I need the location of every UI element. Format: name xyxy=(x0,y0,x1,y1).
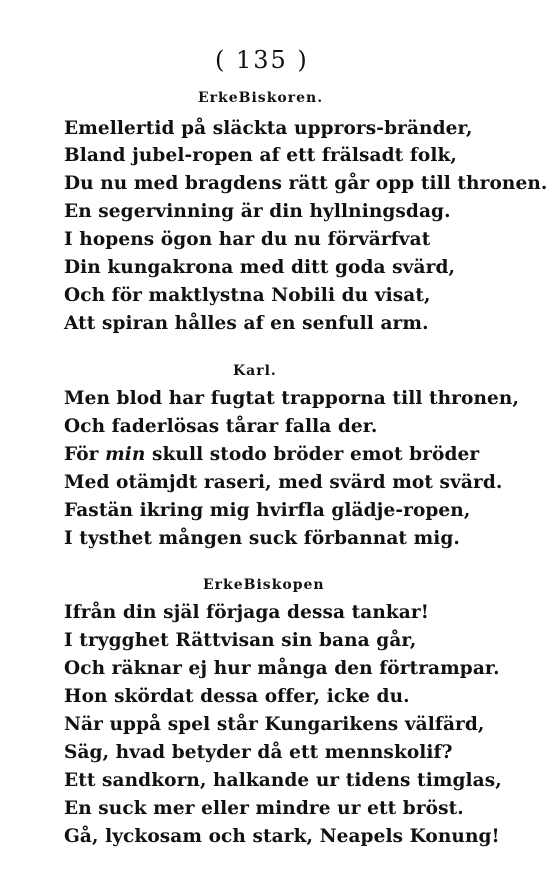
verse-line: Med otämjdt raseri, med svärd mot svärd. xyxy=(64,472,503,493)
speaker-name: ErkeBiskoren. xyxy=(198,90,324,106)
verse-line xyxy=(64,444,479,465)
verse-line: En segervinning är din hyllningsdag. xyxy=(64,201,451,222)
speaker-name: Karl. xyxy=(233,363,277,379)
verse-line: Bland jubel-ropen af ett frälsadt folk, xyxy=(64,145,457,166)
verse-text: skull stodo bröder emot bröder xyxy=(145,444,480,465)
verse-line: Och räknar ej hur många den förtrampar. xyxy=(64,658,500,679)
verse-line: Hon skördat dessa offer, icke du. xyxy=(64,686,410,707)
verse-line: Du nu med bragdens rätt går opp till thronen. xyxy=(64,173,548,194)
verse-line: Och för maktlystna Nobili du visat, xyxy=(64,285,431,306)
verse-line: I tysthet mången suck förbannat mig. xyxy=(64,528,460,549)
speaker-name: ErkeBiskopen xyxy=(203,577,325,593)
verse-text: För xyxy=(64,444,106,465)
verse-line: Men blod har fugtat trapporna till thronen, xyxy=(64,388,519,409)
verse-line: Ifrån din själ förjaga dessa tankar! xyxy=(64,602,429,623)
verse-line: I hopens ögon har du nu förvärfvat xyxy=(64,229,431,250)
verse-line: Fastän ikring mig hvirfla glädje-ropen, xyxy=(64,500,471,521)
verse-line: Och faderlösas tårar falla der. xyxy=(64,416,378,437)
emphasized-word: min xyxy=(105,444,146,465)
verse-line: En suck mer eller mindre ur ett bröst. xyxy=(64,798,464,819)
page-number: ( 135 ) xyxy=(215,46,309,74)
verse-line: Gå, lyckosam och stark, Neapels Konung! xyxy=(64,826,500,847)
verse-line: Att spiran hålles af en senfull arm. xyxy=(64,313,429,334)
verse-line: Din kungakrona med ditt goda svärd, xyxy=(64,257,456,278)
verse-line: Ett sandkorn, halkande ur tidens timglas, xyxy=(64,770,502,791)
verse-line: Emellertid på släckta upprors-bränder, xyxy=(64,118,473,139)
verse-line: I trygghet Rättvisan sin bana går, xyxy=(64,630,417,651)
verse-line: När uppå spel står Kungarikens välfärd, xyxy=(64,714,485,735)
verse-line: Säg, hvad betyder då ett mennskolif? xyxy=(64,742,453,763)
